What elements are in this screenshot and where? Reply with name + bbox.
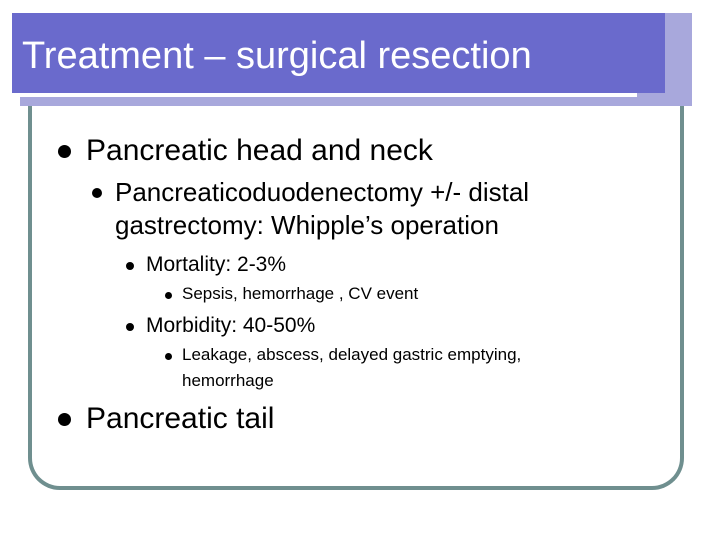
bullet-dot-icon [58, 145, 71, 158]
bullet-whipple-line2: gastrectomy: Whipple’s operation [115, 210, 499, 240]
bullet-dot-icon [165, 353, 172, 360]
bullet-dot-icon [126, 262, 134, 270]
bullet-whipple-line1: Pancreaticoduodenectomy +/- distal [115, 177, 530, 207]
bullet-mortality-detail: Sepsis, hemorrhage , CV event [182, 284, 419, 303]
bullet-morbidity-detail-line1: Leakage, abscess, delayed gastric emptying, [182, 345, 522, 364]
bullet-dot-icon [58, 413, 71, 426]
bullet-dot-icon [126, 323, 134, 331]
bullet-morbidity: Morbidity: 40-50% [146, 314, 316, 337]
bullet-dot-icon [92, 188, 102, 198]
bullet-morbidity-detail-line2: hemorrhage [182, 371, 274, 390]
slide-title: Treatment – surgical resection [22, 35, 532, 77]
bullet-head-neck: Pancreatic head and neck [86, 134, 433, 167]
bullet-mortality: Mortality: 2-3% [146, 253, 287, 276]
title-underline [12, 93, 637, 97]
bullet-tail: Pancreatic tail [86, 402, 275, 435]
bullet-dot-icon [165, 292, 172, 299]
